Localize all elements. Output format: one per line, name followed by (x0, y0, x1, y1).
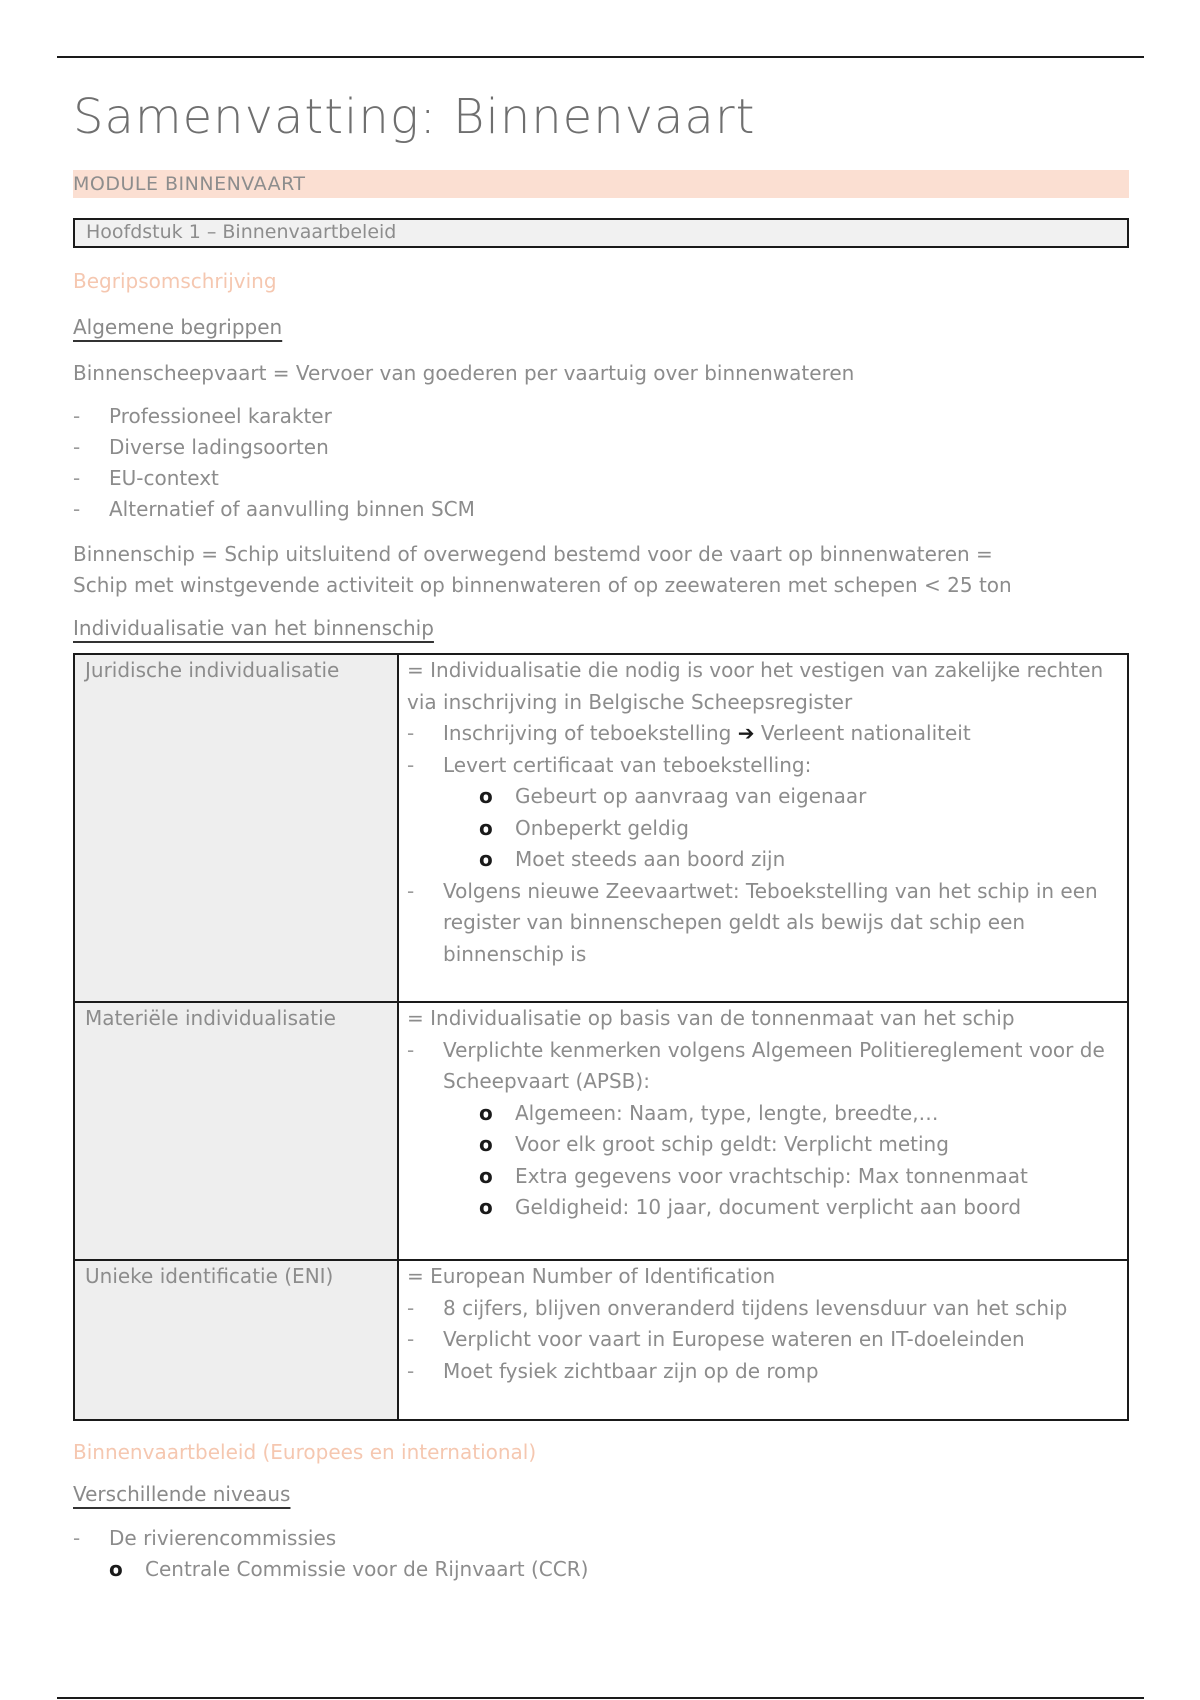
definition-line: Binnenschip = Schip uitsluitend of overwegend bestemd voor de vaart op binnenwateren = (73, 542, 993, 566)
row-content (398, 654, 1128, 1002)
list-item: - Professioneel karakter (73, 401, 1129, 432)
sub-list-item: o Moet steeds aan boord zijn (407, 844, 1119, 876)
document-body (73, 82, 1129, 1585)
sub-list-item: o Algemeen: Naam, type, lengte, breedte,… (407, 1098, 1119, 1130)
list-item: - Alternatief of aanvulling binnen SCM (73, 494, 1129, 525)
row-content (398, 1002, 1128, 1260)
arrow-right-icon: ➔ (737, 721, 755, 745)
list-item: - De rivierencommissies (73, 1523, 1129, 1554)
list-item: - Diverse ladingsoorten (73, 432, 1129, 463)
list-item-text: Inschrijving of teboekstelling (443, 721, 732, 745)
row-label: Unieke identificatie (ENI) (74, 1260, 398, 1420)
list-item (407, 718, 1119, 750)
table-row (74, 1260, 1128, 1420)
row-label: Materiële individualisatie (74, 1002, 398, 1260)
sub-list-item: o Gebeurt op aanvraag van eigenaar (407, 781, 1119, 813)
list-item: - Levert certificaat van teboekstelling: (407, 750, 1119, 782)
list-item: - EU-context (73, 463, 1129, 494)
page-title: Samenvatting: Binnenvaart (73, 89, 756, 145)
sub-list-item: o Centrale Commissie voor de Rijnvaart (CCR) (37, 1554, 1129, 1585)
top-rule (57, 56, 1144, 58)
row-intro: = Individualisatie op basis van de tonnenmaat van het schip (407, 1006, 1015, 1030)
individualisatie-table (73, 653, 1129, 1421)
definition-binnenscheepvaart: Binnenscheepvaart = Vervoer van goederen per vaartuig over binnenwateren (73, 361, 855, 385)
list-item: - 8 cijfers, blijven onveranderd tijdens levensduur van het schip (407, 1293, 1119, 1325)
list-item-text: Verleent nationaliteit (760, 721, 971, 745)
row-content (398, 1260, 1128, 1420)
definition-line: Schip met winstgevende activiteit op binnenwateren of op zeewateren met schepen < 25 ton (73, 573, 1012, 597)
subheading-verschillende-niveaus: Verschillende niveaus (73, 1482, 291, 1506)
table-row (74, 654, 1128, 1002)
module-banner: MODULE BINNENVAART (73, 170, 1129, 198)
row-intro: = European Number of Identification (407, 1264, 776, 1288)
list-item: - Verplichte kenmerken volgens Algemeen Politiereglement voor de Scheepvaart (APSB): (407, 1035, 1119, 1098)
levels-list (73, 1523, 1129, 1554)
chapter-heading: Hoofdstuk 1 – Binnenvaartbeleid (73, 218, 1129, 248)
row-label: Juridische individualisatie (74, 654, 398, 1002)
list-item: - Moet fysiek zichtbaar zijn op de romp (407, 1356, 1119, 1388)
subheading-individualisatie: Individualisatie van het binnenschip (73, 616, 434, 640)
bottom-rule (57, 1697, 1144, 1699)
list-item: - Verplicht voor vaart in Europese wateren en IT-doeleinden (407, 1324, 1119, 1356)
row-intro: = Individualisatie die nodig is voor het vestigen van zakelijke rechten via inschrijving in Belgische Scheepsregister (407, 658, 1104, 714)
definition-binnenschip (73, 539, 1129, 601)
section-heading-begripsomschrijving: Begripsomschrijving (73, 269, 277, 293)
section-heading-binnenvaartbeleid: Binnenvaartbeleid (Europees en international) (73, 1440, 537, 1464)
levels-sub-list (37, 1554, 1129, 1585)
kenmerken-list (73, 401, 1129, 525)
subheading-algemene-begrippen: Algemene begrippen (73, 315, 283, 339)
sub-list-item: o Voor elk groot schip geldt: Verplicht meting (407, 1129, 1119, 1161)
sub-list-item: o Geldigheid: 10 jaar, document verplicht aan boord (407, 1192, 1119, 1224)
table-row (74, 1002, 1128, 1260)
sub-list-item: o Onbeperkt geldig (407, 813, 1119, 845)
list-item: - Volgens nieuwe Zeevaartwet: Teboekstelling van het schip in een register van binnenschepen geldt als bewijs dat schip een binnenschip is (407, 876, 1119, 971)
sub-list-item: o Extra gegevens voor vrachtschip: Max tonnenmaat (407, 1161, 1119, 1193)
